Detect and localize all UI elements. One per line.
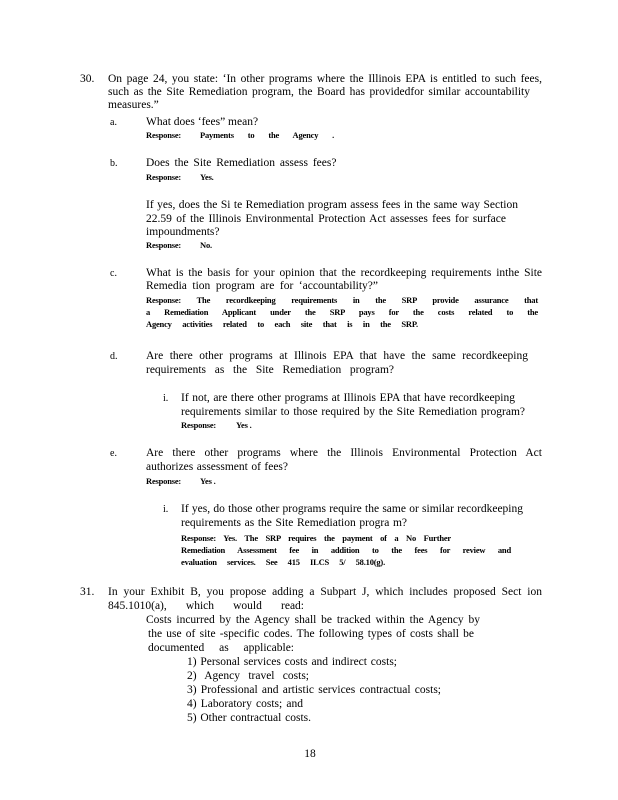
response-30b: Yes. — [200, 172, 214, 182]
question-30e-line-1: Are there other programs where the Illinois Environmental Protection Act — [146, 447, 542, 459]
item-label-e-i: i. — [163, 504, 169, 515]
response-30c-line-2: a Remediation Applicant under the SRP pays for the costs related to the — [146, 307, 538, 317]
item-label-c: c. — [110, 268, 117, 279]
question-30b-follow-line-2: 22.59 of the Illinois Environmental Protection Act assesses fees for surface — [146, 213, 506, 225]
question-30b-follow-line-1: If yes, does the Si te Remediation program assess fees in the same way Section — [146, 199, 518, 211]
question-number: 30. — [80, 73, 95, 85]
item-label-e: e. — [110, 448, 117, 459]
question-30-line-1: On page 24, you state: ‘In other programs where the Illinois EPA is entitled to such fees, — [108, 73, 542, 85]
quote-line-3: documented as applicable: — [148, 642, 294, 654]
question-30b: Does the Site Remediation assess fees? — [146, 157, 337, 169]
question-30e-i-line-1: If yes, do those other programs require the same or similar recordkeeping — [181, 503, 523, 515]
response-30c-line-1: Response: The recordkeeping requirements in the SRP provide assurance that — [146, 295, 538, 305]
response-30e-i-line-3: evaluation services. See 415 ILCS 5/ 58.10(g). — [181, 557, 385, 567]
question-30-line-2: such as the Site Remediation program, the Board has providedfor similar accountability — [108, 86, 530, 98]
question-30d-line-2: requirements as the Site Remediation program? — [146, 364, 394, 376]
question-30a: What does ‘fees” mean? — [146, 116, 259, 128]
question-30b-follow-line-3: impoundments? — [146, 226, 220, 238]
list-item: 4) Laboratory costs; and — [187, 698, 303, 710]
question-number: 31. — [80, 586, 95, 598]
question-31-line-1: In your Exhibit B, you propose adding a Subpart J, which includes proposed Sect ion — [108, 586, 542, 598]
list-item: 5) Other contractual costs. — [187, 712, 311, 724]
item-label-d: d. — [110, 351, 118, 362]
response-30d-i: Yes . — [236, 420, 252, 430]
question-30-line-3: measures.” — [108, 99, 159, 111]
list-item: 1) Personal services costs and indirect costs; — [187, 656, 397, 668]
question-30d-line-1: Are there other programs at Illinois EPA that have the same recordkeeping — [146, 350, 528, 362]
question-31-line-2: 845.1010(a), which would read: — [108, 600, 304, 612]
response-30e-i-line-1: Response: Yes. The SRP requires the payment of a No Further — [181, 533, 451, 543]
page-number: 18 — [304, 748, 316, 760]
quote-line-2: the use of site -specific codes. The following types of costs shall be — [148, 628, 474, 640]
response-30e: Yes . — [200, 476, 216, 486]
question-30e-i-line-2: requirements as the Site Remediation progra m? — [181, 517, 407, 529]
question-30d-i-line-2: requirements similar to those required by the Site Remediation program? — [181, 406, 525, 418]
item-label-d-i: i. — [163, 393, 169, 404]
item-label-b: b. — [110, 158, 118, 169]
response-label: Response: — [146, 476, 182, 486]
item-label-a: a. — [110, 117, 117, 128]
response-label: Response: — [146, 240, 182, 250]
question-30e-line-2: authorizes assessment of fees? — [146, 461, 288, 473]
response-30e-i-line-2: Remediation Assessment fee in addition to the fees for review and — [181, 545, 511, 555]
quote-line-1: Costs incurred by the Agency shall be tracked within the Agency by — [146, 614, 480, 626]
response-label: Response: — [146, 172, 182, 182]
response-label: Response: — [181, 420, 217, 430]
list-item: 2) Agency travel costs; — [187, 670, 309, 682]
question-30c-line-1: What is the basis for your opinion that the recordkeeping requirements inthe Site — [146, 267, 542, 279]
list-item: 3) Professional and artistic services contractual costs; — [187, 684, 441, 696]
response-label: Response: — [146, 130, 182, 140]
response-30b-follow: No. — [200, 240, 212, 250]
question-30c-line-2: Remedia tion program are for ‘accountability?” — [146, 280, 378, 292]
response-30a: Payments to the Agency . — [200, 130, 335, 140]
question-30d-i-line-1: If not, are there other programs at Illinois EPA that have recordkeeping — [181, 392, 515, 404]
response-30c-line-3: Agency activities related to each site that is in the SRP. — [146, 319, 418, 329]
